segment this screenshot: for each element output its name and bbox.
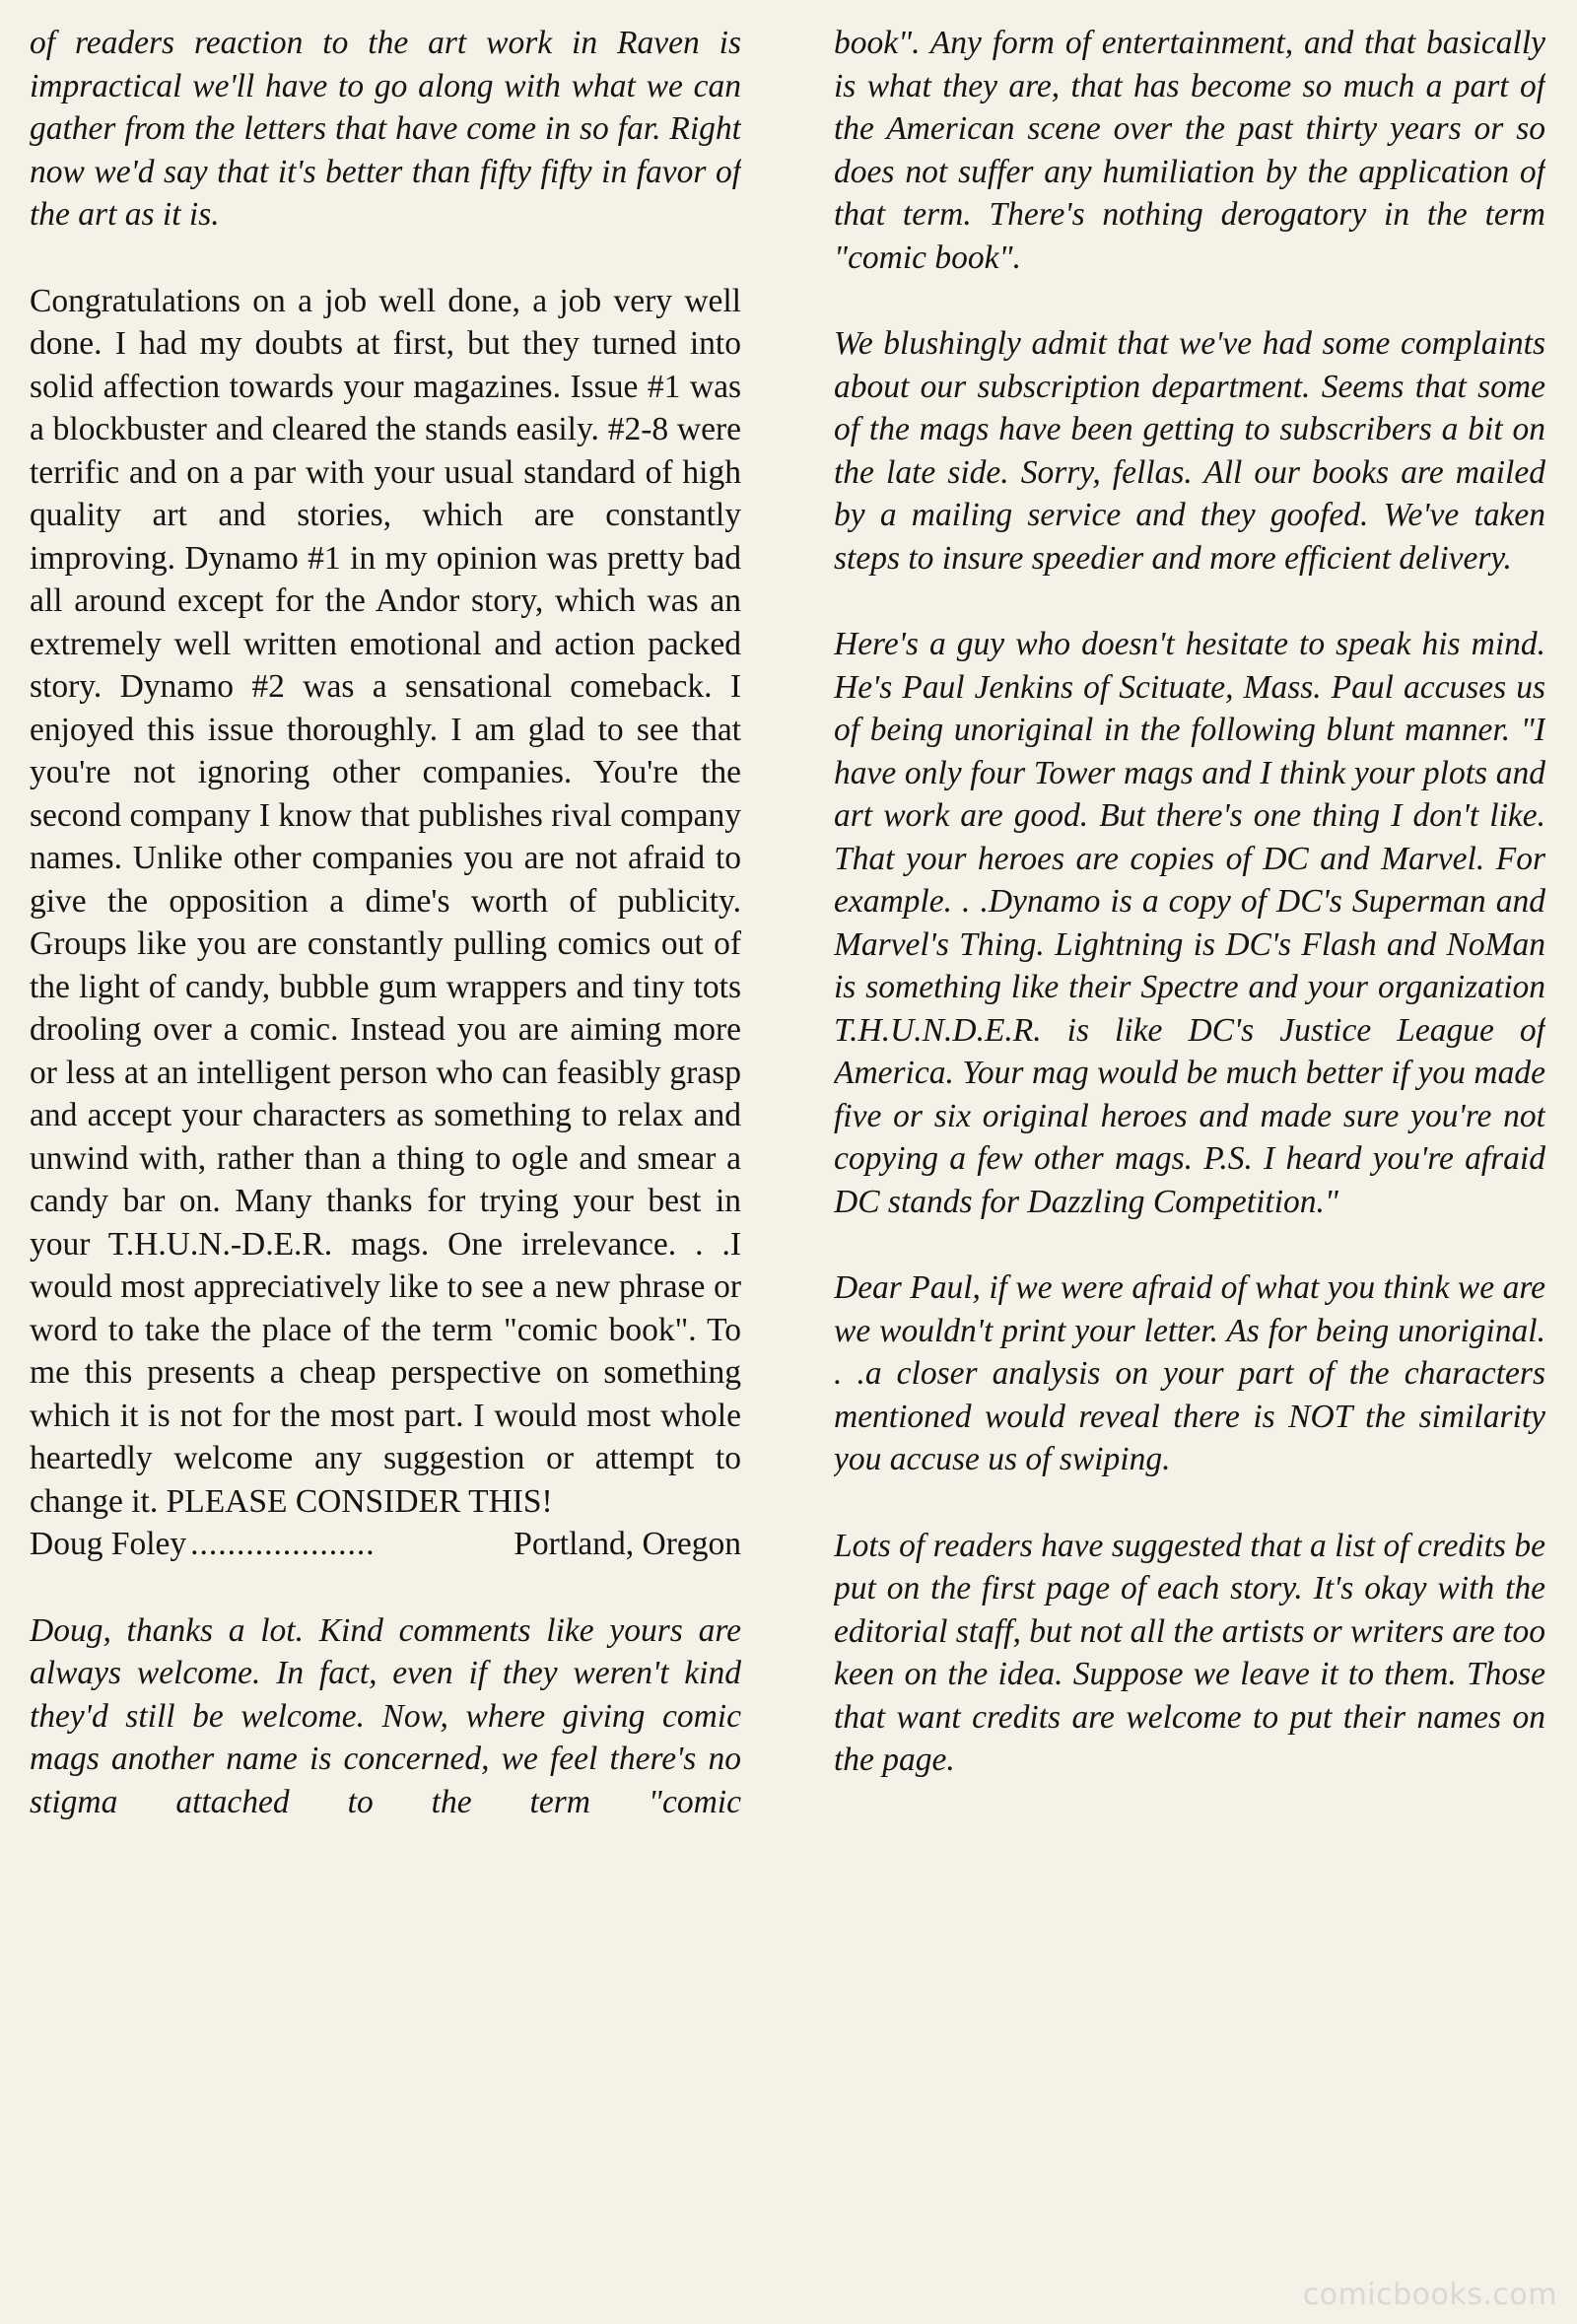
site-watermark: comicbooks.com: [1302, 2278, 1557, 2312]
right-column: [834, 22, 1545, 2298]
reply-doug-end: book". Any form of entertainment, and that basically is what they are, that has become so much a part of the American scene over the past thirty years or so does not suffer any humiliation by the application of that term. There's nothing derogatory in the term "comic book".: [834, 25, 1545, 276]
paragraph-gap: [834, 580, 1545, 623]
paragraph-gap: [30, 237, 741, 280]
signature-place: Portland, Oregon: [514, 1526, 741, 1562]
paul-jenkins-letter: Here's a guy who doesn't hesitate to speak his mind. He's Paul Jenkins of Scituate, Mass. Paul accuses us of being unoriginal in the following blunt manner. "I have only four Tower mags and I think your plots and art work are good. But there's one thing I don't like. That your heroes are copies of DC and Marvel. For example. . .Dynamo is a copy of DC's Superman and Marvel's Thing. Lightning is DC's Flash and NoMan is something like their Spectre and your organization T.H.U.N.D.E.R. is like DC's Justice League of America. Your mag would be much better if you made five or six original heroes and made sure you're not copying a few other mags. P.S. I heard you're afraid DC stands for Dazzling Competition.": [834, 626, 1545, 1220]
credits-note: Lots of readers have suggested that a list of credits be put on the first page of each story. It's okay with the editorial staff, but not all the artists or writers are too keen on the idea. Suppose we leave it to them. Those that want credits are welcome to put their names on the page.: [834, 1527, 1545, 1778]
signature-name: Doug Foley: [30, 1526, 187, 1562]
paragraph-gap: [834, 1223, 1545, 1266]
left-column: [30, 22, 741, 2298]
reply-paul: Dear Paul, if we were afraid of what you think we are we wouldn't print your letter. As for being unoriginal. . .a closer analysis on your part of the characters mentioned would reveal there is NOT the similarity you accuse us of swiping.: [834, 1269, 1545, 1477]
signature-leader: ....................: [190, 1526, 376, 1562]
subscription-note: We blushingly admit that we've had some complaints about our subscription department. Seems that some of the mags have been getting to subscribers a bit on the late side. Sorry, fellas. All our books are mailed by a mailing service and they goofed. We've taken steps to insure speedier and more efficient delivery.: [834, 325, 1545, 577]
letter-doug-foley: Congratulations on a job well done, a job very well done. I had my doubts at first, but they turned into solid affection towards your magazines. Issue #1 was a blockbuster and cleared the stands easily. #2-8 were terrific and on a par with your usual standard of high quality art and stories, which are constantly improving. Dynamo #1 in my opinion was pretty bad all around except for the Andor story, which was an extremely well written emotional and action packed story. Dynamo #2 was a sensational comeback. I enjoyed this issue thoroughly. I am glad to see that you're not ignoring other companies. You're the second company I know that publishes rival company names. Unlike other companies you are not afraid to give the opposition a dime's worth of publicity. Groups like you are constantly pulling comics out of the light of candy, bubble gum wrappers and tiny tots drooling over a comic. Instead you are aiming more or less at an intelligent person who can feasibly grasp and accept your characters as something to relax and unwind with, rather than a thing to ogle and smear a candy bar on. Many thanks for trying your best in your T.H.U.N.-D.E.R. mags. One irrelevance. . .I would most appreciatively like to see a new phrase or word to take the place of the term "comic book". To me this presents a cheap perspective on something which it is not for the most part. I would most whole heartedly welcome any suggestion or attempt to change it. PLEASE CONSIDER THIS!: [30, 282, 741, 1520]
paragraph-gap: [30, 1566, 741, 1609]
reply-doug-start: Doug, thanks a lot. Kind comments like yours are always welcome. In fact, even if they weren't kind they'd still be welcome. Now, where giving comic mags another name is concerned, we feel there's no stigma attached to the term "comic: [30, 1611, 741, 1820]
editor-reply-continued: of readers reaction to the art work in Raven is impractical we'll have to go along with what we can gather from the letters that have come in so far. Right now we'd say that it's better than fifty fifty in favor of the art as it is.: [30, 25, 741, 233]
letter-signature: [30, 1523, 741, 1566]
paragraph-gap: [834, 279, 1545, 322]
paragraph-gap: [834, 1481, 1545, 1525]
